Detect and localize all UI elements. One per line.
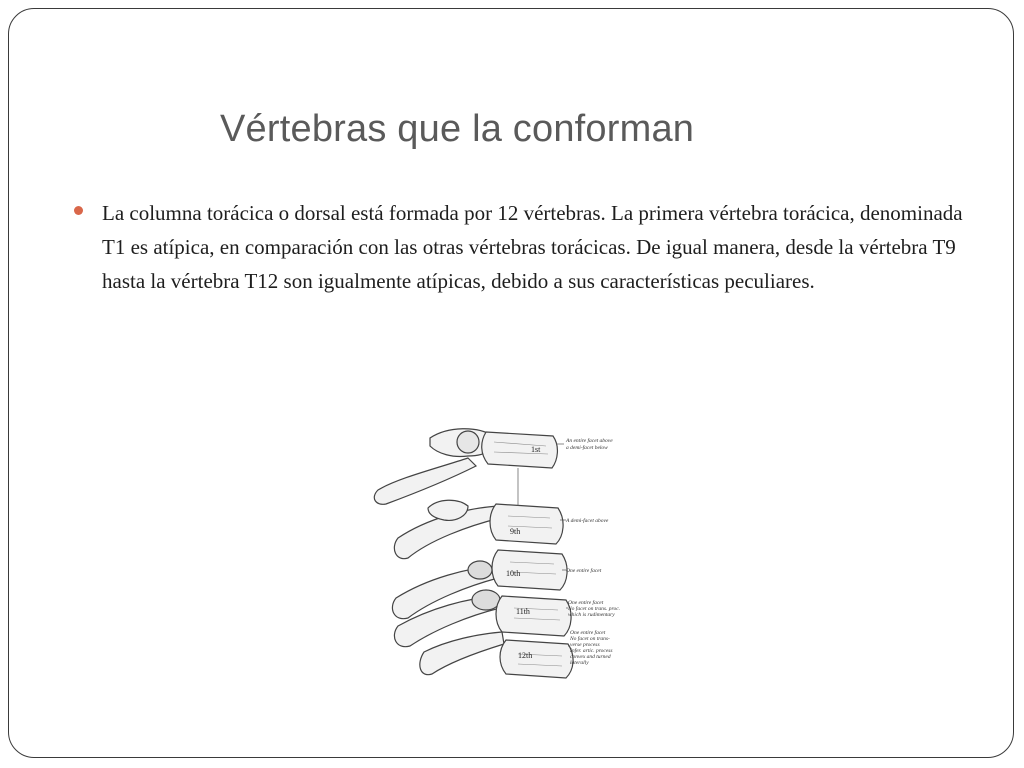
annotation-5-line-5: convex and turned: [570, 654, 611, 660]
t1-ring-shape: [457, 431, 479, 453]
bullet-text: La columna torácica o dorsal está formada por 12 vértebras. La primera vértebra torácica, denominada T1 es atípica, en comparación con las otras vértebras torácicas. De igual manera, desde la vértebra T9 hasta la vértebra T12 son igualmente atípicas, debido a sus características peculiares.: [102, 201, 963, 293]
t10-body-shape: [492, 550, 567, 590]
t12-body-shape: [500, 640, 573, 678]
label-t9: 9th: [510, 527, 521, 536]
t11-body-shape: [496, 596, 571, 636]
vertebrae-drawing: [368, 408, 668, 698]
annotation-3-line-1: One entire facet: [566, 568, 602, 574]
bullet-list: [74, 196, 974, 298]
t10-ring-shape: [468, 561, 492, 579]
label-t11: 11th: [516, 607, 530, 616]
annotation-1-line-2: a demi-facet below: [566, 445, 608, 451]
label-t1: 1st: [531, 445, 541, 454]
t9-body-shape: [490, 504, 563, 544]
t1-body-shape: [482, 432, 558, 468]
label-t10: 10th: [506, 569, 521, 578]
annotation-1-line-1: An entire facet above: [566, 438, 613, 444]
annotation-4-line-1: One entire facet: [568, 600, 604, 606]
label-t12: 12th: [518, 651, 533, 660]
annotation-4-line-3: which is rudimentary: [568, 612, 615, 618]
annotation-5-line-2: No facet on trans-: [570, 636, 610, 642]
annotation-4-line-2: No facet on trans. proc.: [568, 606, 621, 612]
t1-process-shape: [374, 458, 476, 504]
t11-ring-shape: [472, 590, 500, 610]
bullet-item: [74, 196, 974, 298]
annotation-5-line-4: Infer. artic. process: [570, 648, 613, 654]
annotation-5-line-1: One entire facet: [570, 630, 606, 636]
thoracic-vertebrae-illustration: [368, 408, 668, 698]
annotation-2-line-1: A demi-facet above: [566, 518, 609, 524]
annotation-5-line-3: verse process: [570, 642, 600, 648]
t12-process-shape: [420, 632, 504, 675]
annotation-5-line-6: laterally: [570, 660, 589, 666]
slide-title: Vértebras que la conforman: [220, 108, 695, 150]
bullet-dot-icon: [74, 206, 83, 215]
